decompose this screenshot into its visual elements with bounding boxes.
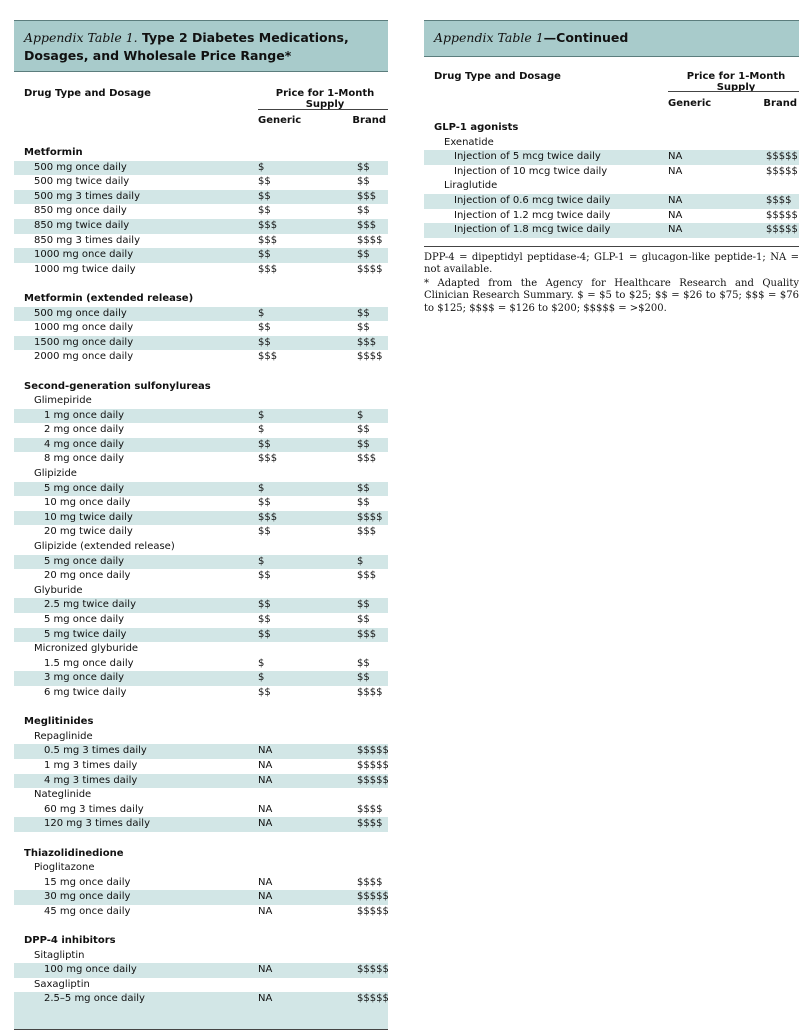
header-generic: Generic: [668, 98, 712, 109]
brand-price: $$$: [357, 190, 377, 202]
table-row: [14, 263, 388, 278]
table-body: [14, 146, 388, 1007]
generic-price: $: [258, 555, 265, 567]
drug-name: Repaglinide: [34, 730, 93, 742]
table-row: [14, 759, 388, 774]
brand-price: $$$: [357, 453, 377, 465]
table-row: [14, 569, 388, 584]
table-row: [14, 671, 388, 686]
generic-price: $$: [258, 190, 271, 202]
dosage-label: 1.5 mg once daily: [44, 657, 134, 669]
drug-name-row: [14, 730, 388, 745]
dosage-label: 120 mg 3 times daily: [44, 818, 151, 830]
continued-title: [424, 20, 799, 57]
generic-price: $$: [258, 205, 271, 217]
table-row: [14, 321, 388, 336]
drug-name: Exenatide: [444, 136, 494, 148]
generic-price: $: [258, 409, 265, 421]
brand-price: $$$$: [357, 818, 383, 830]
drug-name-row: [14, 540, 388, 555]
table-row: [424, 165, 799, 180]
dosage-label: 850 mg once daily: [34, 205, 127, 217]
generic-price: $$: [258, 176, 271, 188]
dosage-label: 30 mg once daily: [44, 891, 131, 903]
brand-price: $$$$$: [766, 151, 798, 163]
table-row: [14, 161, 388, 176]
table-row: [14, 876, 388, 891]
drug-name-row: [14, 978, 388, 993]
brand-price: $$$$$: [357, 905, 389, 917]
dosage-label: 5 mg once daily: [44, 614, 125, 625]
drug-name: Pioglitazone: [34, 862, 95, 874]
drug-name: Glimepiride: [34, 395, 92, 407]
generic-price: NA: [258, 891, 273, 903]
generic-price: $: [258, 672, 265, 684]
dosage-label: 1000 mg once daily: [34, 249, 134, 261]
drug-name-row: [14, 949, 388, 964]
dosage-label: 5 mg once daily: [44, 555, 125, 567]
brand-price: $$$$$: [357, 993, 389, 1005]
row-spacer: [14, 365, 388, 380]
generic-price: $$: [258, 599, 271, 611]
generic-price: NA: [258, 745, 273, 757]
dosage-label: 1 mg 3 times daily: [44, 759, 138, 771]
generic-price: $$$: [258, 234, 278, 246]
drug-name: Liraglutide: [444, 180, 498, 192]
brand-price: $$$: [357, 219, 377, 231]
brand-price: $$: [357, 322, 370, 334]
dosage-label: 45 mg once daily: [44, 905, 131, 917]
dosage-label: Injection of 1.2 mcg twice daily: [454, 209, 611, 221]
generic-price: $$: [258, 526, 271, 538]
generic-price: NA: [258, 905, 273, 917]
generic-price: $$: [258, 497, 271, 509]
generic-price: $: [258, 307, 265, 319]
brand-price: $$$$$: [357, 774, 389, 786]
generic-price: NA: [668, 151, 683, 163]
header-brand: Brand: [352, 115, 386, 126]
brand-price: $$$$$: [766, 209, 798, 221]
generic-price: $$$: [258, 351, 278, 363]
table-row: [14, 409, 388, 424]
table-row: [14, 628, 388, 643]
brand-price: $$$$$: [357, 745, 389, 757]
table-header: [14, 72, 388, 146]
generic-price: NA: [258, 818, 273, 830]
brand-price: $$$$: [357, 263, 383, 275]
generic-price: $: [258, 482, 265, 494]
continued-title-text: —Continued: [543, 30, 629, 45]
dosage-label: 3 mg once daily: [44, 672, 125, 684]
dosage-label: Injection of 10 mcg twice daily: [454, 165, 608, 177]
brand-price: $$: [357, 482, 370, 494]
table-row: [424, 194, 799, 209]
dosage-label: 500 mg twice daily: [34, 176, 130, 188]
category-row: [14, 146, 388, 161]
brand-price: $$: [357, 249, 370, 261]
brand-price: $$$: [357, 570, 377, 582]
category-row: [14, 847, 388, 862]
category-label: Meglitinides: [24, 716, 94, 728]
header-drug-type: Drug Type and Dosage: [24, 88, 151, 99]
table-row: [424, 223, 799, 238]
dosage-label: 1 mg once daily: [44, 409, 125, 421]
dosage-label: Injection of 1.8 mcg twice daily: [454, 224, 611, 236]
drug-name-row: [14, 861, 388, 876]
continued-bottom-rule: [424, 238, 799, 247]
brand-price: $$$$$: [357, 759, 389, 771]
category-label: Thiazolidinedione: [24, 847, 124, 859]
drug-name-row: [14, 467, 388, 482]
generic-price: NA: [258, 876, 273, 888]
dosage-label: 0.5 mg 3 times daily: [44, 745, 147, 757]
appendix-table-main: [14, 20, 388, 1030]
drug-name: Sitagliptin: [34, 949, 85, 961]
dosage-label: 850 mg twice daily: [34, 219, 130, 231]
brand-price: $$$$$: [357, 964, 389, 976]
generic-price: NA: [258, 803, 273, 815]
category-label: Second-generation sulfonylureas: [24, 380, 211, 392]
brand-price: $$: [357, 672, 370, 684]
table-row: [424, 150, 799, 165]
row-spacer: [14, 919, 388, 934]
drug-name-row: [424, 136, 799, 151]
dosage-label: 1000 mg once daily: [34, 322, 134, 334]
table-row: [14, 234, 388, 249]
dosage-label: 1500 mg once daily: [34, 336, 134, 348]
table-row: [14, 774, 388, 789]
category-label: DPP-4 inhibitors: [24, 935, 116, 947]
table-row: [14, 350, 388, 365]
category-row: [14, 292, 388, 307]
generic-price: NA: [258, 993, 273, 1005]
row-spacer: [14, 277, 388, 292]
brand-price: $$: [357, 438, 370, 450]
generic-price: NA: [668, 224, 683, 236]
table-row: [14, 248, 388, 263]
drug-name: Glipizide: [34, 468, 77, 480]
footnote-source: * Adapted from the Agency for Healthcare Research and Quality Clinician Research Summary. $ = $5 to $25; $$ = $26 to $75; $$$ = $76 to $125; $$$$ = $126 to $200; $$$$$ = >$200.: [424, 277, 799, 314]
table-row: [14, 496, 388, 511]
dosage-label: 500 mg once daily: [34, 307, 127, 319]
brand-price: $$$$: [357, 234, 383, 246]
dosage-label: 10 mg twice daily: [44, 511, 133, 523]
brand-price: $$$: [357, 336, 377, 348]
header-rule: [258, 109, 388, 110]
footnotes: [424, 247, 799, 316]
drug-name-row: [14, 584, 388, 599]
category-row: [14, 715, 388, 730]
drug-name: Saxagliptin: [34, 978, 90, 990]
dosage-label: 5 mg once daily: [44, 482, 125, 494]
row-spacer: [14, 832, 388, 847]
category-row: [424, 121, 799, 136]
brand-price: $$: [357, 599, 370, 611]
generic-price: NA: [668, 194, 683, 206]
dosage-label: 500 mg once daily: [34, 161, 127, 173]
brand-price: $$: [357, 657, 370, 669]
brand-price: $$$$: [357, 803, 383, 815]
category-label: Metformin (extended release): [24, 292, 194, 304]
generic-price: $$$: [258, 453, 278, 465]
generic-price: NA: [258, 759, 273, 771]
brand-price: $$: [357, 424, 370, 436]
dosage-label: 850 mg 3 times daily: [34, 234, 141, 246]
brand-price: $$$: [357, 628, 377, 640]
header-drug-type: Drug Type and Dosage: [434, 71, 561, 82]
brand-price: $: [357, 555, 364, 567]
table-row: [14, 817, 388, 832]
dosage-label: Injection of 5 mcg twice daily: [454, 151, 601, 163]
table-row: [14, 803, 388, 818]
dosage-label: 60 mg 3 times daily: [44, 803, 144, 815]
brand-price: $$$$$: [766, 224, 798, 236]
generic-price: $$: [258, 322, 271, 334]
table-bottom-rule: [14, 1007, 388, 1030]
table-row: [14, 992, 388, 1007]
generic-price: $$: [258, 686, 271, 698]
table-row: [14, 482, 388, 497]
table-row: [14, 963, 388, 978]
table-row: [14, 525, 388, 540]
generic-price: $$: [258, 614, 271, 625]
brand-price: $$: [357, 307, 370, 319]
header-price: Price for 1-Month Supply: [686, 71, 786, 93]
category-label: Metformin: [24, 147, 83, 158]
category-row: [14, 934, 388, 949]
generic-price: $: [258, 161, 265, 173]
generic-price: $$: [258, 438, 271, 450]
dosage-label: 500 mg 3 times daily: [34, 190, 141, 202]
dosage-label: 2.5 mg twice daily: [44, 599, 137, 611]
drug-name-row: [14, 394, 388, 409]
brand-price: $$$$$: [766, 165, 798, 177]
generic-price: NA: [258, 774, 273, 786]
dosage-label: 10 mg once daily: [44, 497, 131, 509]
table-row: [14, 744, 388, 759]
table-row: [14, 657, 388, 672]
table-row: [14, 438, 388, 453]
generic-price: NA: [668, 165, 683, 177]
dosage-label: 15 mg once daily: [44, 876, 131, 888]
dosage-label: 20 mg twice daily: [44, 526, 133, 538]
table-row: [14, 452, 388, 467]
category-label: GLP-1 agonists: [434, 122, 519, 133]
generic-price: $$$: [258, 219, 278, 231]
header-price: Price for 1-Month Supply: [275, 88, 375, 110]
drug-name: Glipizide (extended release): [34, 541, 175, 553]
continued-header: [424, 57, 799, 121]
table-row: [424, 209, 799, 224]
table-row: [14, 511, 388, 526]
table-title: [14, 20, 388, 72]
dosage-label: 8 mg once daily: [44, 453, 125, 465]
generic-price: NA: [668, 209, 683, 221]
continued-title-label: Appendix Table 1: [434, 30, 544, 45]
drug-name: Micronized glyburide: [34, 643, 139, 655]
drug-name: Glyburide: [34, 584, 83, 596]
table-row: [14, 336, 388, 351]
brand-price: $$: [357, 176, 370, 188]
brand-price: $$$$: [766, 194, 792, 206]
dosage-label: 100 mg once daily: [44, 964, 137, 976]
generic-price: $$$: [258, 263, 278, 275]
generic-price: $$: [258, 628, 271, 640]
brand-price: $$$$: [357, 686, 383, 698]
table-row: [14, 613, 388, 628]
header-brand: Brand: [763, 98, 797, 109]
brand-price: $$$$: [357, 876, 383, 888]
brand-price: $: [357, 409, 364, 421]
dosage-label: Injection of 0.6 mcg twice daily: [454, 194, 611, 206]
brand-price: $$: [357, 161, 370, 173]
table-row: [14, 423, 388, 438]
brand-price: $$$$: [357, 511, 383, 523]
generic-price: $: [258, 424, 265, 436]
table-row: [14, 555, 388, 570]
drug-name-row: [424, 179, 799, 194]
row-spacer: [14, 701, 388, 716]
generic-price: $$: [258, 336, 271, 348]
table-row: [14, 905, 388, 920]
dosage-label: 20 mg once daily: [44, 570, 131, 582]
dosage-label: 2.5–5 mg once daily: [44, 993, 145, 1005]
header-rule: [668, 91, 799, 92]
table-row: [14, 204, 388, 219]
appendix-table-continued: [424, 20, 799, 316]
dosage-label: 4 mg once daily: [44, 438, 125, 450]
continued-body: [424, 121, 799, 238]
dosage-label: 2 mg once daily: [44, 424, 125, 436]
table-title-text: Type 2 Diabetes Medications, Dosages, and Wholesale Price Range*: [24, 30, 349, 63]
category-row: [14, 380, 388, 395]
brand-price: $$: [357, 497, 370, 509]
table-row: [14, 686, 388, 701]
brand-price: $$$$$: [357, 891, 389, 903]
generic-price: NA: [258, 964, 273, 976]
drug-name-row: [14, 642, 388, 657]
brand-price: $$$$: [357, 351, 383, 363]
dosage-label: 5 mg twice daily: [44, 628, 127, 640]
generic-price: $$: [258, 570, 271, 582]
dosage-label: 6 mg twice daily: [44, 686, 127, 698]
drug-name: Nateglinide: [34, 789, 92, 801]
brand-price: $$$: [357, 526, 377, 538]
table-row: [14, 307, 388, 322]
table-row: [14, 598, 388, 613]
dosage-label: 4 mg 3 times daily: [44, 774, 138, 786]
table-row: [14, 890, 388, 905]
table-title-label: Appendix Table 1.: [24, 30, 138, 45]
header-generic: Generic: [258, 115, 302, 126]
brand-price: $$: [357, 205, 370, 217]
dosage-label: 2000 mg once daily: [34, 351, 134, 363]
generic-price: $: [258, 657, 265, 669]
table-row: [14, 190, 388, 205]
generic-price: $$$: [258, 511, 278, 523]
dosage-label: 1000 mg twice daily: [34, 263, 136, 275]
drug-name-row: [14, 788, 388, 803]
generic-price: $$: [258, 249, 271, 261]
brand-price: $$: [357, 614, 370, 625]
table-row: [14, 175, 388, 190]
table-row: [14, 219, 388, 234]
footnote-abbreviations: DPP-4 = dipeptidyl peptidase-4; GLP-1 = glucagon-like peptide-1; NA = not available.: [424, 251, 799, 276]
